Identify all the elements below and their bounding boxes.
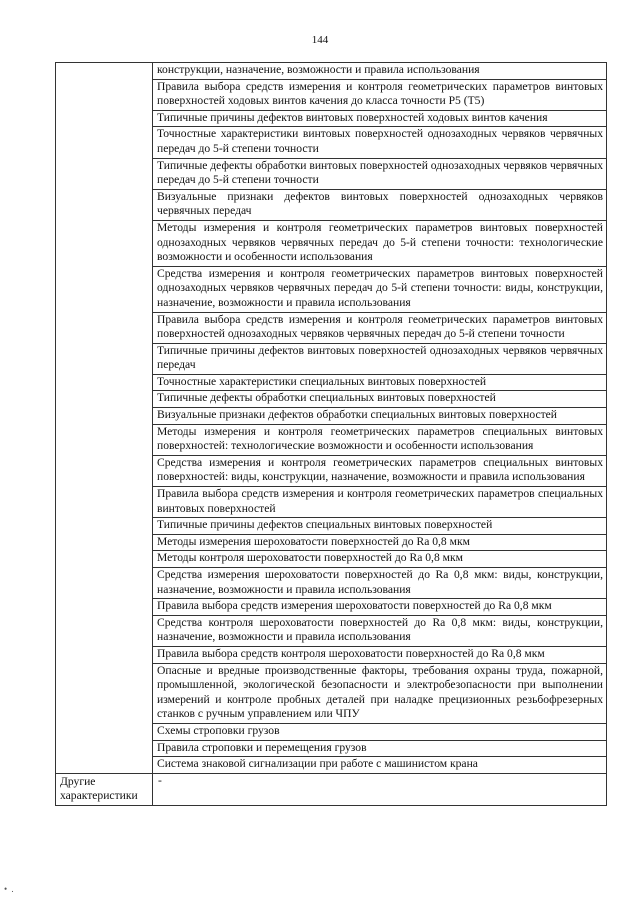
left-column-cell bbox=[56, 599, 153, 616]
knowledge-row bbox=[56, 757, 607, 774]
knowledge-row bbox=[56, 646, 607, 663]
knowledge-item: Средства измерения шероховатости поверхностей до Ra 0,8 мкм: виды, конструкции, назначение, возможности и правила использования bbox=[153, 568, 607, 599]
left-column-cell bbox=[56, 740, 153, 757]
left-column-cell bbox=[56, 127, 153, 158]
knowledge-row bbox=[56, 424, 607, 455]
left-column-cell bbox=[56, 266, 153, 312]
left-column-cell bbox=[56, 391, 153, 408]
knowledge-item: Опасные и вредные производственные факторы, требования охраны труда, пожарной, промышленной, экологической безопасности и электробезопасности при выполнении измерений и контроле пробных деталей при наладке прецизионных резьбофрезерных станков с ручным управлением или ЧПУ bbox=[153, 663, 607, 723]
left-column-cell bbox=[56, 615, 153, 646]
knowledge-row bbox=[56, 374, 607, 391]
knowledge-row bbox=[56, 534, 607, 551]
left-column-cell bbox=[56, 374, 153, 391]
knowledge-row bbox=[56, 568, 607, 599]
knowledge-row bbox=[56, 487, 607, 518]
left-column-cell bbox=[56, 220, 153, 266]
knowledge-row bbox=[56, 455, 607, 486]
knowledge-item: Типичные дефекты обработки специальных винтовых поверхностей bbox=[153, 391, 607, 408]
left-column-cell bbox=[56, 158, 153, 189]
knowledge-item: Типичные причины дефектов винтовых поверхностей однозаходных червяков червячных передач bbox=[153, 343, 607, 374]
knowledge-item: Типичные причины дефектов специальных винтовых поверхностей bbox=[153, 518, 607, 535]
left-column-cell bbox=[56, 757, 153, 774]
left-column-cell bbox=[56, 487, 153, 518]
knowledge-item: Точностные характеристики винтовых поверхностей однозаходных червяков червячных передач до 5-й степени точности bbox=[153, 127, 607, 158]
other-characteristics-value: - bbox=[153, 773, 607, 805]
left-column-cell bbox=[56, 110, 153, 127]
knowledge-item: Методы измерения и контроля геометрических параметров винтовых поверхностей однозаходных червяков червячных передач до 5-й степени точности: технологические возможности и особенности использования bbox=[153, 220, 607, 266]
left-column-cell bbox=[56, 79, 153, 110]
knowledge-item: Визуальные признаки дефектов обработки специальных винтовых поверхностей bbox=[153, 408, 607, 425]
knowledge-row bbox=[56, 723, 607, 740]
knowledge-row bbox=[56, 312, 607, 343]
left-column-cell bbox=[56, 663, 153, 723]
knowledge-item: Правила выбора средств контроля шероховатости поверхностей до Ra 0,8 мкм bbox=[153, 646, 607, 663]
knowledge-row bbox=[56, 599, 607, 616]
other-characteristics-label: Другие характеристики bbox=[56, 773, 153, 805]
knowledge-table bbox=[55, 62, 607, 806]
knowledge-item: Методы контроля шероховатости поверхностей до Ra 0,8 мкм bbox=[153, 551, 607, 568]
knowledge-row bbox=[56, 127, 607, 158]
left-column-cell bbox=[56, 63, 153, 80]
knowledge-item: Система знаковой сигнализации при работе с машинистом крана bbox=[153, 757, 607, 774]
knowledge-item: конструкции, назначение, возможности и правила использования bbox=[153, 63, 607, 80]
knowledge-row bbox=[56, 615, 607, 646]
knowledge-item: Правила строповки и перемещения грузов bbox=[153, 740, 607, 757]
left-column-cell bbox=[56, 455, 153, 486]
knowledge-row bbox=[56, 391, 607, 408]
knowledge-item: Правила выбора средств измерения шероховатости поверхностей до Ra 0,8 мкм bbox=[153, 599, 607, 616]
knowledge-item: Точностные характеристики специальных винтовых поверхностей bbox=[153, 374, 607, 391]
knowledge-row bbox=[56, 663, 607, 723]
left-column-cell bbox=[56, 568, 153, 599]
knowledge-row bbox=[56, 266, 607, 312]
knowledge-row bbox=[56, 518, 607, 535]
other-characteristics-row bbox=[56, 773, 607, 805]
knowledge-row bbox=[56, 220, 607, 266]
knowledge-row bbox=[56, 110, 607, 127]
knowledge-item: Визуальные признаки дефектов винтовых поверхностей однозаходных червяков червячных передач bbox=[153, 189, 607, 220]
left-column-cell bbox=[56, 646, 153, 663]
knowledge-row bbox=[56, 158, 607, 189]
left-column-cell bbox=[56, 534, 153, 551]
left-column-cell bbox=[56, 312, 153, 343]
knowledge-row bbox=[56, 343, 607, 374]
left-column-cell bbox=[56, 408, 153, 425]
knowledge-item: Средства измерения и контроля геометрических параметров винтовых поверхностей однозаходных червяков червячных передач до 5-й степени точности: виды, конструкции, назначение, возможности и правила использования bbox=[153, 266, 607, 312]
scan-mark: • . bbox=[4, 884, 15, 894]
knowledge-item: Средства измерения и контроля геометрических параметров специальных винтовых поверхностей: виды, конструкции, назначение, возможности и правила использования bbox=[153, 455, 607, 486]
knowledge-item: Правила выбора средств измерения и контроля геометрических параметров винтовых поверхностей однозаходных червяков червячных передач до 5-й степени точности bbox=[153, 312, 607, 343]
knowledge-item: Методы измерения и контроля геометрических параметров специальных винтовых поверхностей: технологические возможности и особенности использования bbox=[153, 424, 607, 455]
knowledge-row bbox=[56, 79, 607, 110]
left-column-cell bbox=[56, 723, 153, 740]
knowledge-item: Схемы строповки грузов bbox=[153, 723, 607, 740]
knowledge-item: Типичные дефекты обработки винтовых поверхностей однозаходных червяков червячных передач до 5-й степени точности bbox=[153, 158, 607, 189]
left-column-cell bbox=[56, 551, 153, 568]
knowledge-item: Типичные причины дефектов винтовых поверхностей ходовых винтов качения bbox=[153, 110, 607, 127]
knowledge-row bbox=[56, 740, 607, 757]
left-column-cell bbox=[56, 343, 153, 374]
knowledge-item: Правила выбора средств измерения и контроля геометрических параметров специальных винтовых поверхностей bbox=[153, 487, 607, 518]
left-column-cell bbox=[56, 189, 153, 220]
knowledge-item: Правила выбора средств измерения и контроля геометрических параметров винтовых поверхностей ходовых винтов качения до класса точности Р5 (Т5) bbox=[153, 79, 607, 110]
page-number: 144 bbox=[311, 34, 329, 46]
knowledge-row bbox=[56, 63, 607, 80]
knowledge-item: Методы измерения шероховатости поверхностей до Ra 0,8 мкм bbox=[153, 534, 607, 551]
knowledge-row bbox=[56, 408, 607, 425]
knowledge-row bbox=[56, 551, 607, 568]
knowledge-row bbox=[56, 189, 607, 220]
left-column-cell bbox=[56, 424, 153, 455]
knowledge-item: Средства контроля шероховатости поверхностей до Ra 0,8 мкм: виды, конструкции, назначение, возможности и правила использования bbox=[153, 615, 607, 646]
left-column-cell bbox=[56, 518, 153, 535]
